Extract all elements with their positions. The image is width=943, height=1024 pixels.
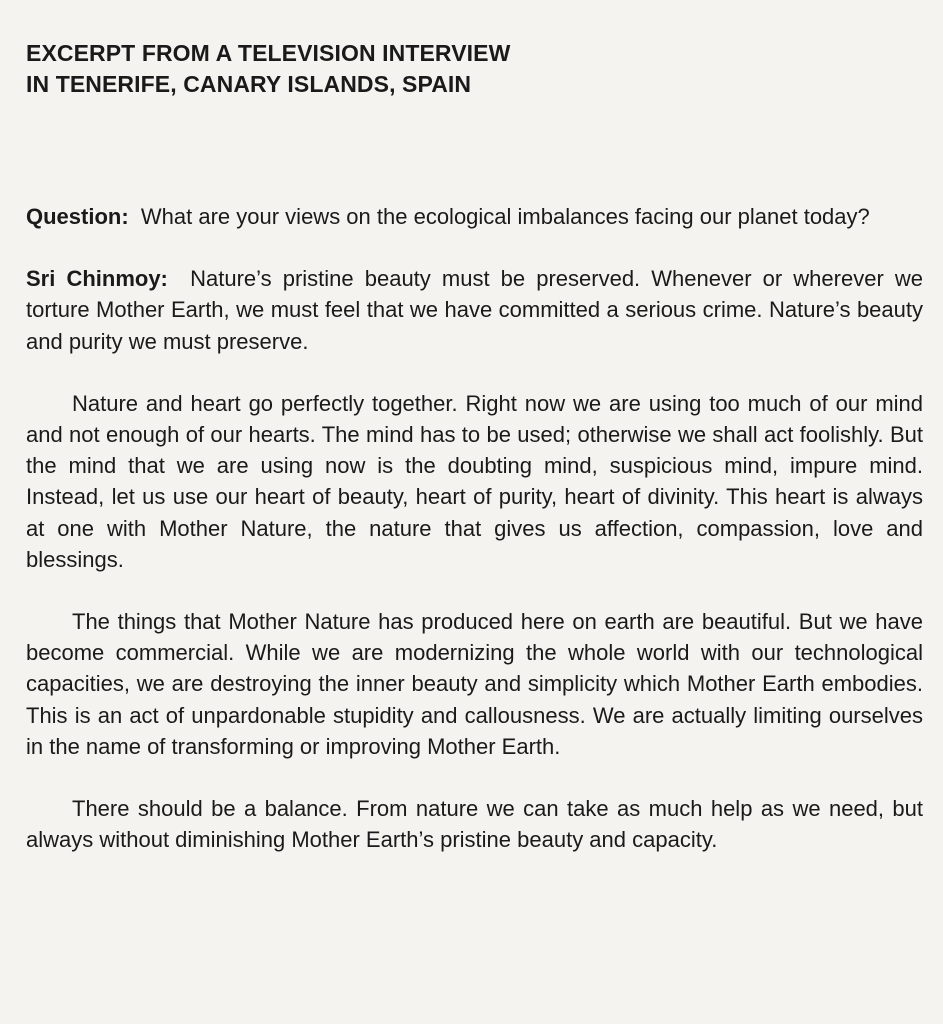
answer-speaker-label: Sri Chinmoy: <box>26 266 168 292</box>
question-text: What are your views on the ecological imbalances facing our planet today? <box>140 204 870 229</box>
interview-body <box>26 201 923 855</box>
answer-paragraph <box>26 263 923 357</box>
heading-line-1: EXCERPT FROM A TELEVISION INTERVIEW <box>26 40 511 66</box>
answer-text: Nature’s pristine beauty must be preserved. Whenever or wherever we torture Mother Earth, we must feel that we have committed a serious crime. Nature’s beauty and purity we must preserve. <box>26 266 923 354</box>
heading-line-2: IN TENERIFE, CANARY ISLANDS, SPAIN <box>26 71 472 97</box>
question-paragraph <box>26 201 923 232</box>
body-paragraph-1: Nature and heart go perfectly together. Right now we are using too much of our mind and not enough of our hearts. The mind has to be used; otherwise we shall act foolishly. But the mind that we are using now is the doubting mind, suspicious mind, impure mind. Instead, let us use our heart of beauty, heart of purity, heart of divinity. This heart is always at one with Mother Nature, the nature that gives us affection, compassion, love and blessings. <box>26 390 923 572</box>
body-paragraph-2: The things that Mother Nature has produced here on earth are beautiful. But we have become commercial. While we are modernizing the whole world with our technological capacities, we are destroying the inner beauty and simplicity which Mother Earth embodies. This is an act of unpardonable stupidity and callousness. We are actually limiting ourselves in the name of transforming or improving Mother Earth. <box>26 609 923 759</box>
question-label: Question: <box>26 204 129 229</box>
document-heading <box>26 38 923 100</box>
body-paragraph-3: There should be a balance. From nature we can take as much help as we need, but always without diminishing Mother Earth’s pristine beauty and capacity. <box>26 796 923 853</box>
